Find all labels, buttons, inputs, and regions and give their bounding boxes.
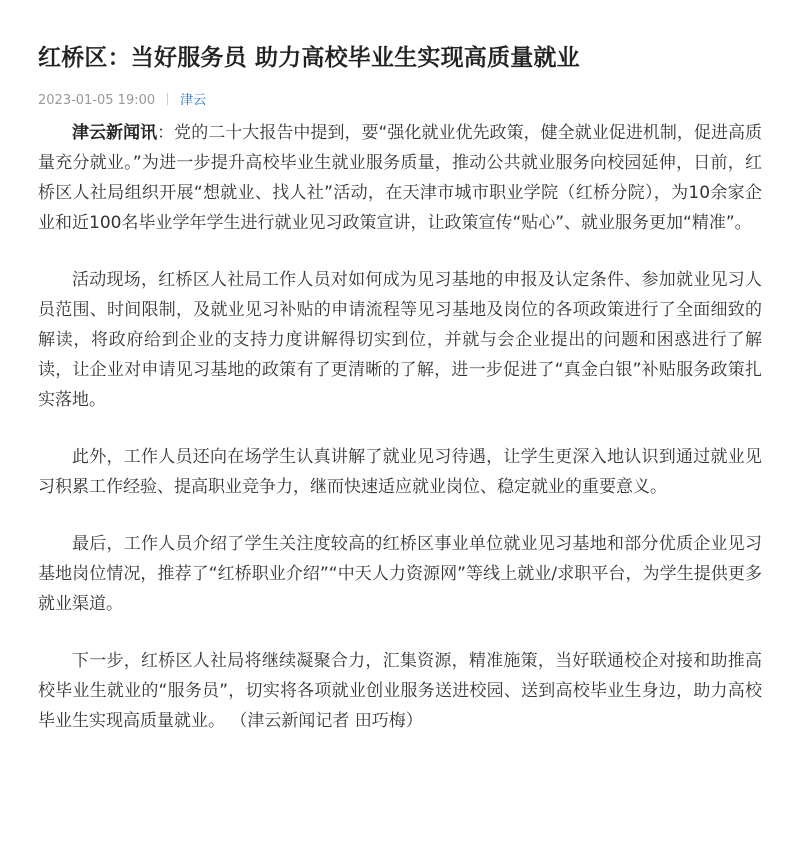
meta-divider [167, 93, 168, 105]
lead-text: ：党的二十大报告中提到，要“强化就业优先政策，健全就业促进机制，促进高质量充分就业。”为进一步提升高校毕业生就业服务质量，推动公共就业服务向校园延伸，日前，红桥区人社局组织开展“想就业、找人社”活动，在天津市城市职业学院（红桥分院），为10余家企业和近100名毕业学年学生进行就业见习政策宣讲，让政策宣传“贴心”、就业服务更加“精准”。 [38, 123, 763, 233]
article-meta [38, 90, 762, 112]
lead-tag: 津云新闻讯 [72, 123, 158, 143]
source-link[interactable]: 津云 [180, 93, 207, 108]
body-paragraph-3: 最后，工作人员介绍了学生关注度较高的红桥区事业单位就业见习基地和部分优质企业见习基地岗位情况，推荐了“红桥职业介绍”“中天人力资源网”等线上就业/求职平台，为学生提供更多就业渠道。 [38, 534, 762, 614]
article-body [38, 118, 762, 736]
body-paragraph-4: 下一步，红桥区人社局将继续凝聚合力，汇集资源，精准施策，当好联通校企对接和助推高校毕业生就业的“服务员”，切实将各项就业创业服务送进校园、送到高校毕业生身边，助力高校毕业生实现高质量就业。 （津云新闻记者 田巧梅） [38, 651, 762, 731]
lead-paragraph [38, 118, 762, 238]
body-paragraph-1: 活动现场，红桥区人社局工作人员对如何成为见习基地的申报及认定条件、参加就业见习人员范围、时间限制，及就业见习补贴的申请流程等见习基地及岗位的各项政策进行了全面细致的解读，将政府给到企业的支持力度讲解得切实到位，并就与会企业提出的问题和困惑进行了解读，让企业对申请见习基地的政策有了更清晰的了解，进一步促进了“真金白银”补贴服务政策扎实落地。 [38, 270, 762, 410]
body-paragraph-2: 此外，工作人员还向在场学生认真讲解了就业见习待遇，让学生更深入地认识到通过就业见习积累工作经验、提高职业竞争力，继而快速适应就业岗位、稳定就业的重要意义。 [38, 447, 762, 497]
article-title: 红桥区：当好服务员 助力高校毕业生实现高质量就业 [38, 45, 580, 71]
publish-date: 2023-01-05 19:00 [38, 93, 156, 108]
